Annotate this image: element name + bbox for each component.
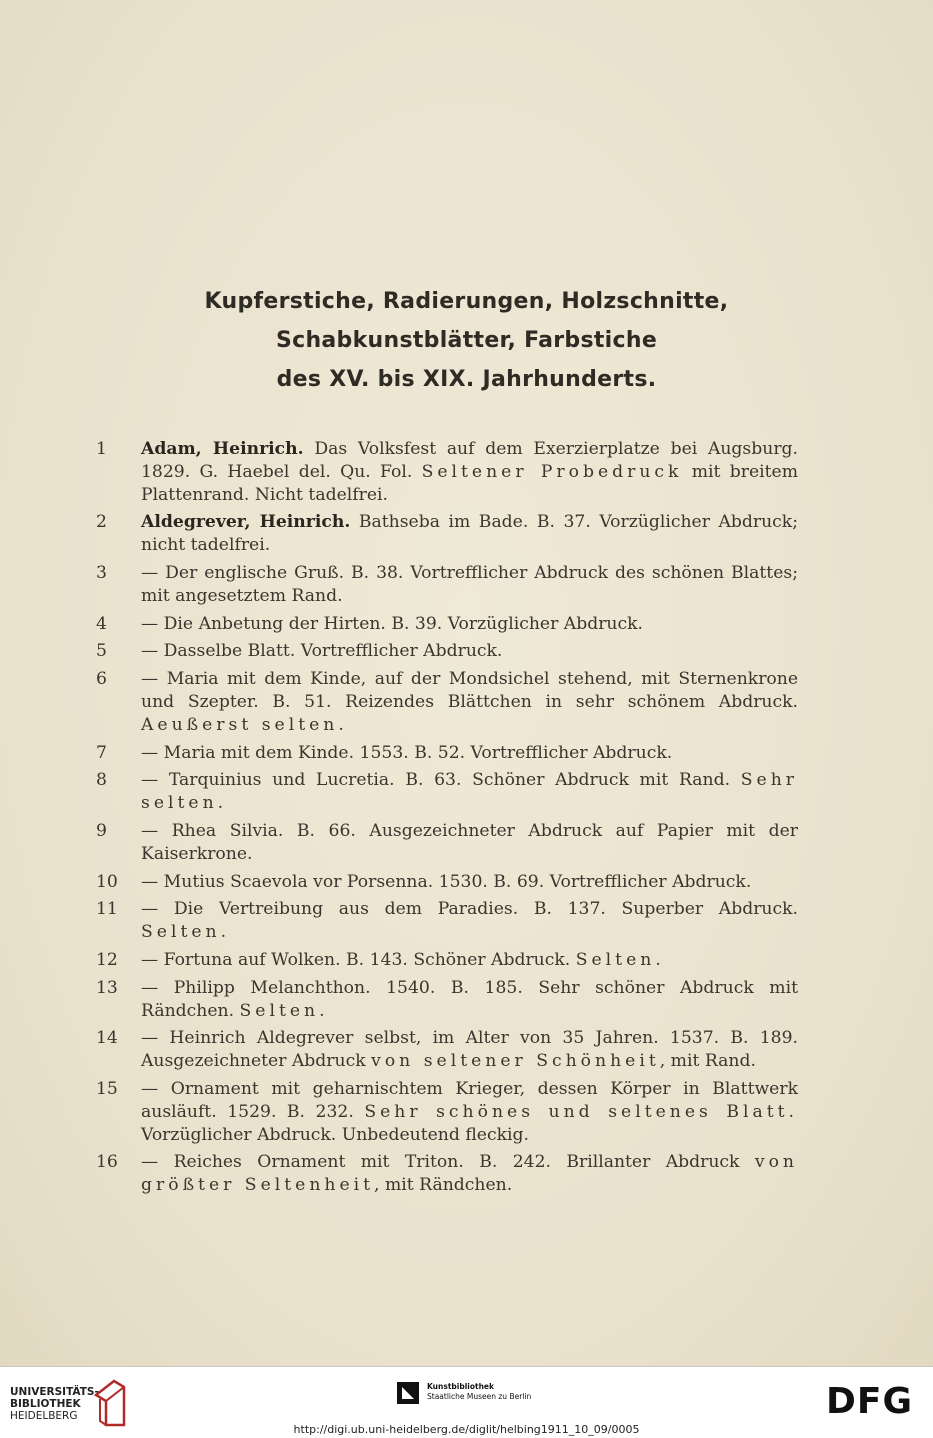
ub-heidelberg-label[interactable] bbox=[10, 1386, 99, 1422]
entry-number: 3 bbox=[96, 562, 107, 583]
entry-number: 6 bbox=[96, 669, 107, 690]
entry-number: 4 bbox=[96, 613, 107, 634]
entry-author: Aldegrever, Heinrich. bbox=[141, 512, 351, 533]
source-url-link[interactable]: http://digi.ub.uni-heidelberg.de/diglit/helbing1911_10_09/0005 bbox=[293, 1423, 640, 1436]
ub-line-2: BIBLIOTHEK bbox=[10, 1398, 81, 1410]
entry-number: 15 bbox=[96, 1078, 118, 1099]
ub-line-1: UNIVERSITÄTS- bbox=[10, 1386, 99, 1398]
entry-text bbox=[141, 613, 798, 636]
catalog-entry bbox=[96, 438, 798, 506]
entry-description: — Mutius Scaevola vor Porsenna. 1530. B. 69. Vortrefflicher Abdruck. bbox=[141, 871, 752, 892]
dfg-logo[interactable]: DFG bbox=[826, 1381, 914, 1422]
entry-description: , mit Rändchen. bbox=[374, 1175, 513, 1196]
entry-number: 1 bbox=[96, 439, 107, 459]
entry-number: 14 bbox=[96, 1028, 118, 1049]
entry-text bbox=[141, 1151, 798, 1197]
catalog-entry bbox=[96, 977, 798, 1023]
catalog-entry bbox=[96, 640, 798, 663]
entry-description: , mit Rand. bbox=[659, 1051, 756, 1072]
entry-description: Bathseba im Bade. B. 37. Vorzüglicher Abdruck; nicht tadelfrei. bbox=[141, 512, 799, 556]
entry-spaced-text: Selten. bbox=[141, 922, 231, 943]
entry-text bbox=[141, 949, 798, 972]
catalog-entry bbox=[96, 871, 798, 894]
entry-number: 5 bbox=[96, 641, 107, 662]
page-title bbox=[0, 282, 933, 399]
entry-description: Das Volksfest auf dem Exerzierplatze bei Augsburg. 1829. G. Haebel del. Qu. Fol. bbox=[141, 439, 799, 482]
catalog-entry bbox=[96, 511, 798, 557]
entry-number: 2 bbox=[96, 512, 107, 533]
entry-text bbox=[141, 898, 798, 944]
entry-description: — Maria mit dem Kinde. 1553. B. 52. Vortrefflicher Abdruck. bbox=[141, 742, 673, 763]
title-line-3: des XV. bis XIX. Jahrhunderts. bbox=[276, 367, 657, 392]
ub-heidelberg-logo-icon[interactable] bbox=[92, 1377, 128, 1429]
entry-number: 7 bbox=[96, 742, 107, 763]
title-line-1: Kupferstiche, Radierungen, Holzschnitte, bbox=[204, 289, 729, 314]
catalog-entry bbox=[96, 820, 798, 866]
entry-description: Vorzüglicher Abdruck. Unbedeutend fleckig. bbox=[141, 1124, 529, 1145]
kb-line-2: Staatliche Museen zu Berlin bbox=[427, 1392, 532, 1401]
entry-text bbox=[141, 820, 798, 866]
kb-line-1: Kunstbibliothek bbox=[427, 1382, 495, 1391]
entry-spaced-text: Aeußerst selten. bbox=[141, 714, 348, 735]
entry-text bbox=[141, 1027, 798, 1073]
entry-description: — Maria mit dem Kinde, auf der Mondsichel stehend, mit Sternenkrone und Szepter. B. 51. Reizendes Blättchen in sehr schönem Abdruck. bbox=[141, 669, 798, 712]
catalog-entry bbox=[96, 668, 798, 736]
entry-text bbox=[141, 871, 798, 894]
entry-number: 12 bbox=[96, 949, 118, 970]
catalog-entry bbox=[96, 562, 798, 608]
entry-number: 13 bbox=[96, 977, 118, 998]
entry-description: mit breitem Plattenrand. Nicht tadelfrei. bbox=[141, 461, 798, 505]
entry-number: 9 bbox=[96, 820, 107, 841]
entry-description: — Dasselbe Blatt. Vortrefflicher Abdruck. bbox=[141, 641, 503, 662]
entry-number: 16 bbox=[96, 1152, 118, 1173]
entry-text bbox=[141, 511, 798, 557]
entry-text bbox=[141, 977, 798, 1023]
entry-spaced-text: Seltener Probedruck bbox=[421, 461, 683, 482]
entry-description: — Tarquinius und Lucretia. B. 63. Schöner Abdruck mit Rand. bbox=[141, 770, 741, 791]
entry-description: — Die Vertreibung aus dem Paradies. B. 137. Superber Abdruck. bbox=[141, 899, 798, 920]
entry-spaced-text: Sehr selten. bbox=[141, 770, 798, 814]
catalog-entry bbox=[96, 949, 798, 972]
catalog-entry bbox=[96, 1078, 798, 1146]
catalog-entry bbox=[96, 769, 798, 815]
kunstbibliothek-mark-icon bbox=[397, 1382, 419, 1404]
entry-text bbox=[141, 1078, 798, 1146]
catalog-entry bbox=[96, 613, 798, 636]
entry-description: — Ornament mit geharnischtem Krieger, dessen Körper in Blattwerk ausläuft. 1529. B. 232. bbox=[141, 1078, 798, 1122]
entry-description: — Heinrich Aldegrever selbst, im Alter von 35 Jahren. 1537. B. 189. Ausgezeichneter Abdruck bbox=[141, 1028, 798, 1072]
entry-description: — Der englische Gruß. B. 38. Vortrefflicher Abdruck des schönen Blattes; mit angesetztem Rand. bbox=[141, 562, 798, 606]
title-line-2: Schabkunstblätter, Farbstiche bbox=[275, 328, 658, 353]
ub-line-3: HEIDELBERG bbox=[10, 1410, 78, 1422]
entry-description: — Fortuna auf Wolken. B. 143. Schöner Abdruck. bbox=[141, 949, 576, 970]
entry-number: 11 bbox=[96, 899, 118, 920]
catalog-entry bbox=[96, 1027, 798, 1073]
catalog-entry bbox=[96, 742, 798, 765]
entry-text bbox=[141, 562, 798, 608]
entry-description: — Die Anbetung der Hirten. B. 39. Vorzüglicher Abdruck. bbox=[141, 613, 643, 634]
entry-description: — Rhea Silvia. B. 66. Ausgezeichneter Abdruck auf Papier mit der Kaiserkrone. bbox=[141, 820, 798, 864]
entry-text bbox=[141, 640, 798, 663]
catalog-entry bbox=[96, 898, 798, 944]
entry-author: Adam, Heinrich. bbox=[141, 439, 304, 459]
entry-description: — Reiches Ornament mit Triton. B. 242. Brillanter Abdruck bbox=[141, 1152, 755, 1173]
entry-text bbox=[141, 742, 798, 765]
catalog-entries bbox=[96, 438, 798, 1202]
entry-text bbox=[141, 438, 798, 506]
entry-spaced-text: von seltener Schönheit bbox=[371, 1051, 660, 1072]
kunstbibliothek-logo[interactable] bbox=[397, 1382, 531, 1404]
entry-description: — Philipp Melanchthon. 1540. B. 185. Sehr schöner Abdruck mit Rändchen. bbox=[141, 977, 798, 1021]
entry-spaced-text: Selten. bbox=[575, 949, 665, 970]
catalog-entry bbox=[96, 1151, 798, 1197]
entry-text bbox=[141, 769, 798, 815]
entry-number: 8 bbox=[96, 770, 107, 791]
entry-spaced-text: Sehr schönes und seltenes Blatt. bbox=[364, 1101, 799, 1122]
entry-number: 10 bbox=[96, 871, 118, 892]
entry-spaced-text: von größter Seltenheit bbox=[141, 1152, 798, 1196]
entry-spaced-text: Selten. bbox=[239, 1000, 329, 1021]
entry-text bbox=[141, 668, 798, 736]
footer-bar bbox=[0, 1366, 933, 1438]
